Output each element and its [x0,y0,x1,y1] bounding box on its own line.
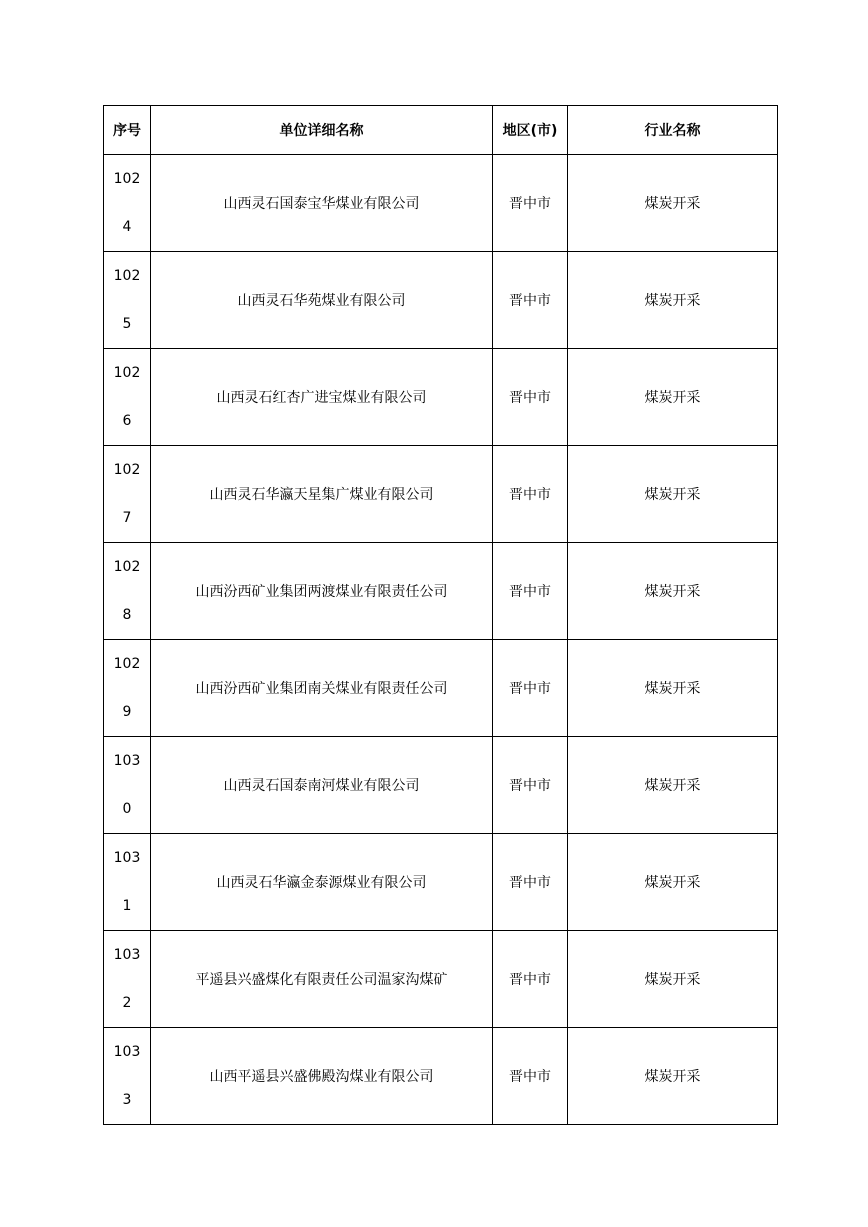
header-industry: 行业名称 [568,106,778,155]
cell-seq [104,1028,151,1125]
cell-seq [104,737,151,834]
cell-seq [104,252,151,349]
cell-industry: 煤炭开采 [568,543,778,640]
seq-number-line-2: 6 [122,413,132,429]
cell-company-name: 山西灵石国泰南河煤业有限公司 [151,737,493,834]
cell-company-name: 山西灵石红杏广进宝煤业有限公司 [151,349,493,446]
cell-company-name: 平遥县兴盛煤化有限责任公司温家沟煤矿 [151,931,493,1028]
cell-company-name: 山西灵石华瀛天星集广煤业有限公司 [151,446,493,543]
table-row [104,834,778,931]
cell-region: 晋中市 [493,931,568,1028]
cell-company-name: 山西灵石国泰宝华煤业有限公司 [151,155,493,252]
cell-company-name: 山西汾西矿业集团两渡煤业有限责任公司 [151,543,493,640]
seq-number-line-1: 103 [113,753,141,769]
header-name: 单位详细名称 [151,106,493,155]
seq-number-line-2: 7 [122,510,132,526]
seq-number-line-1: 102 [113,559,141,575]
cell-region: 晋中市 [493,155,568,252]
table-row [104,737,778,834]
cell-region: 晋中市 [493,737,568,834]
cell-region: 晋中市 [493,446,568,543]
cell-industry: 煤炭开采 [568,737,778,834]
cell-company-name: 山西平遥县兴盛佛殿沟煤业有限公司 [151,1028,493,1125]
seq-number-line-1: 102 [113,656,141,672]
cell-seq [104,446,151,543]
cell-seq [104,834,151,931]
seq-number-line-1: 102 [113,462,141,478]
table-row [104,155,778,252]
cell-industry: 煤炭开采 [568,252,778,349]
header-region: 地区(市) [493,106,568,155]
table-row [104,931,778,1028]
seq-number-line-1: 102 [113,171,141,187]
company-table [103,105,778,1125]
table-row [104,543,778,640]
seq-number-line-1: 102 [113,268,141,284]
seq-number-line-2: 5 [122,316,132,332]
seq-number-line-2: 8 [122,607,132,623]
seq-number-line-2: 3 [122,1092,132,1108]
cell-industry: 煤炭开采 [568,155,778,252]
cell-region: 晋中市 [493,543,568,640]
table-row [104,252,778,349]
cell-industry: 煤炭开采 [568,446,778,543]
table-row [104,446,778,543]
seq-number-line-1: 103 [113,850,141,866]
cell-seq [104,349,151,446]
cell-company-name: 山西灵石华瀛金泰源煤业有限公司 [151,834,493,931]
cell-region: 晋中市 [493,834,568,931]
seq-number-line-2: 4 [122,219,132,235]
seq-number-line-2: 9 [122,704,132,720]
table-row [104,349,778,446]
header-seq: 序号 [104,106,151,155]
cell-industry: 煤炭开采 [568,349,778,446]
table-row [104,640,778,737]
seq-number-line-1: 102 [113,365,141,381]
cell-company-name: 山西汾西矿业集团南关煤业有限责任公司 [151,640,493,737]
cell-industry: 煤炭开采 [568,834,778,931]
seq-number-line-1: 103 [113,947,141,963]
cell-industry: 煤炭开采 [568,640,778,737]
table-body [104,155,778,1125]
cell-seq [104,543,151,640]
table-row [104,1028,778,1125]
cell-region: 晋中市 [493,252,568,349]
cell-industry: 煤炭开采 [568,931,778,1028]
cell-industry: 煤炭开采 [568,1028,778,1125]
cell-seq [104,931,151,1028]
seq-number-line-2: 2 [122,995,132,1011]
cell-region: 晋中市 [493,1028,568,1125]
cell-region: 晋中市 [493,349,568,446]
cell-company-name: 山西灵石华苑煤业有限公司 [151,252,493,349]
cell-region: 晋中市 [493,640,568,737]
seq-number-line-2: 1 [122,898,132,914]
cell-seq [104,155,151,252]
cell-seq [104,640,151,737]
seq-number-line-1: 103 [113,1044,141,1060]
table-header-row [104,106,778,155]
seq-number-line-2: 0 [122,801,132,817]
